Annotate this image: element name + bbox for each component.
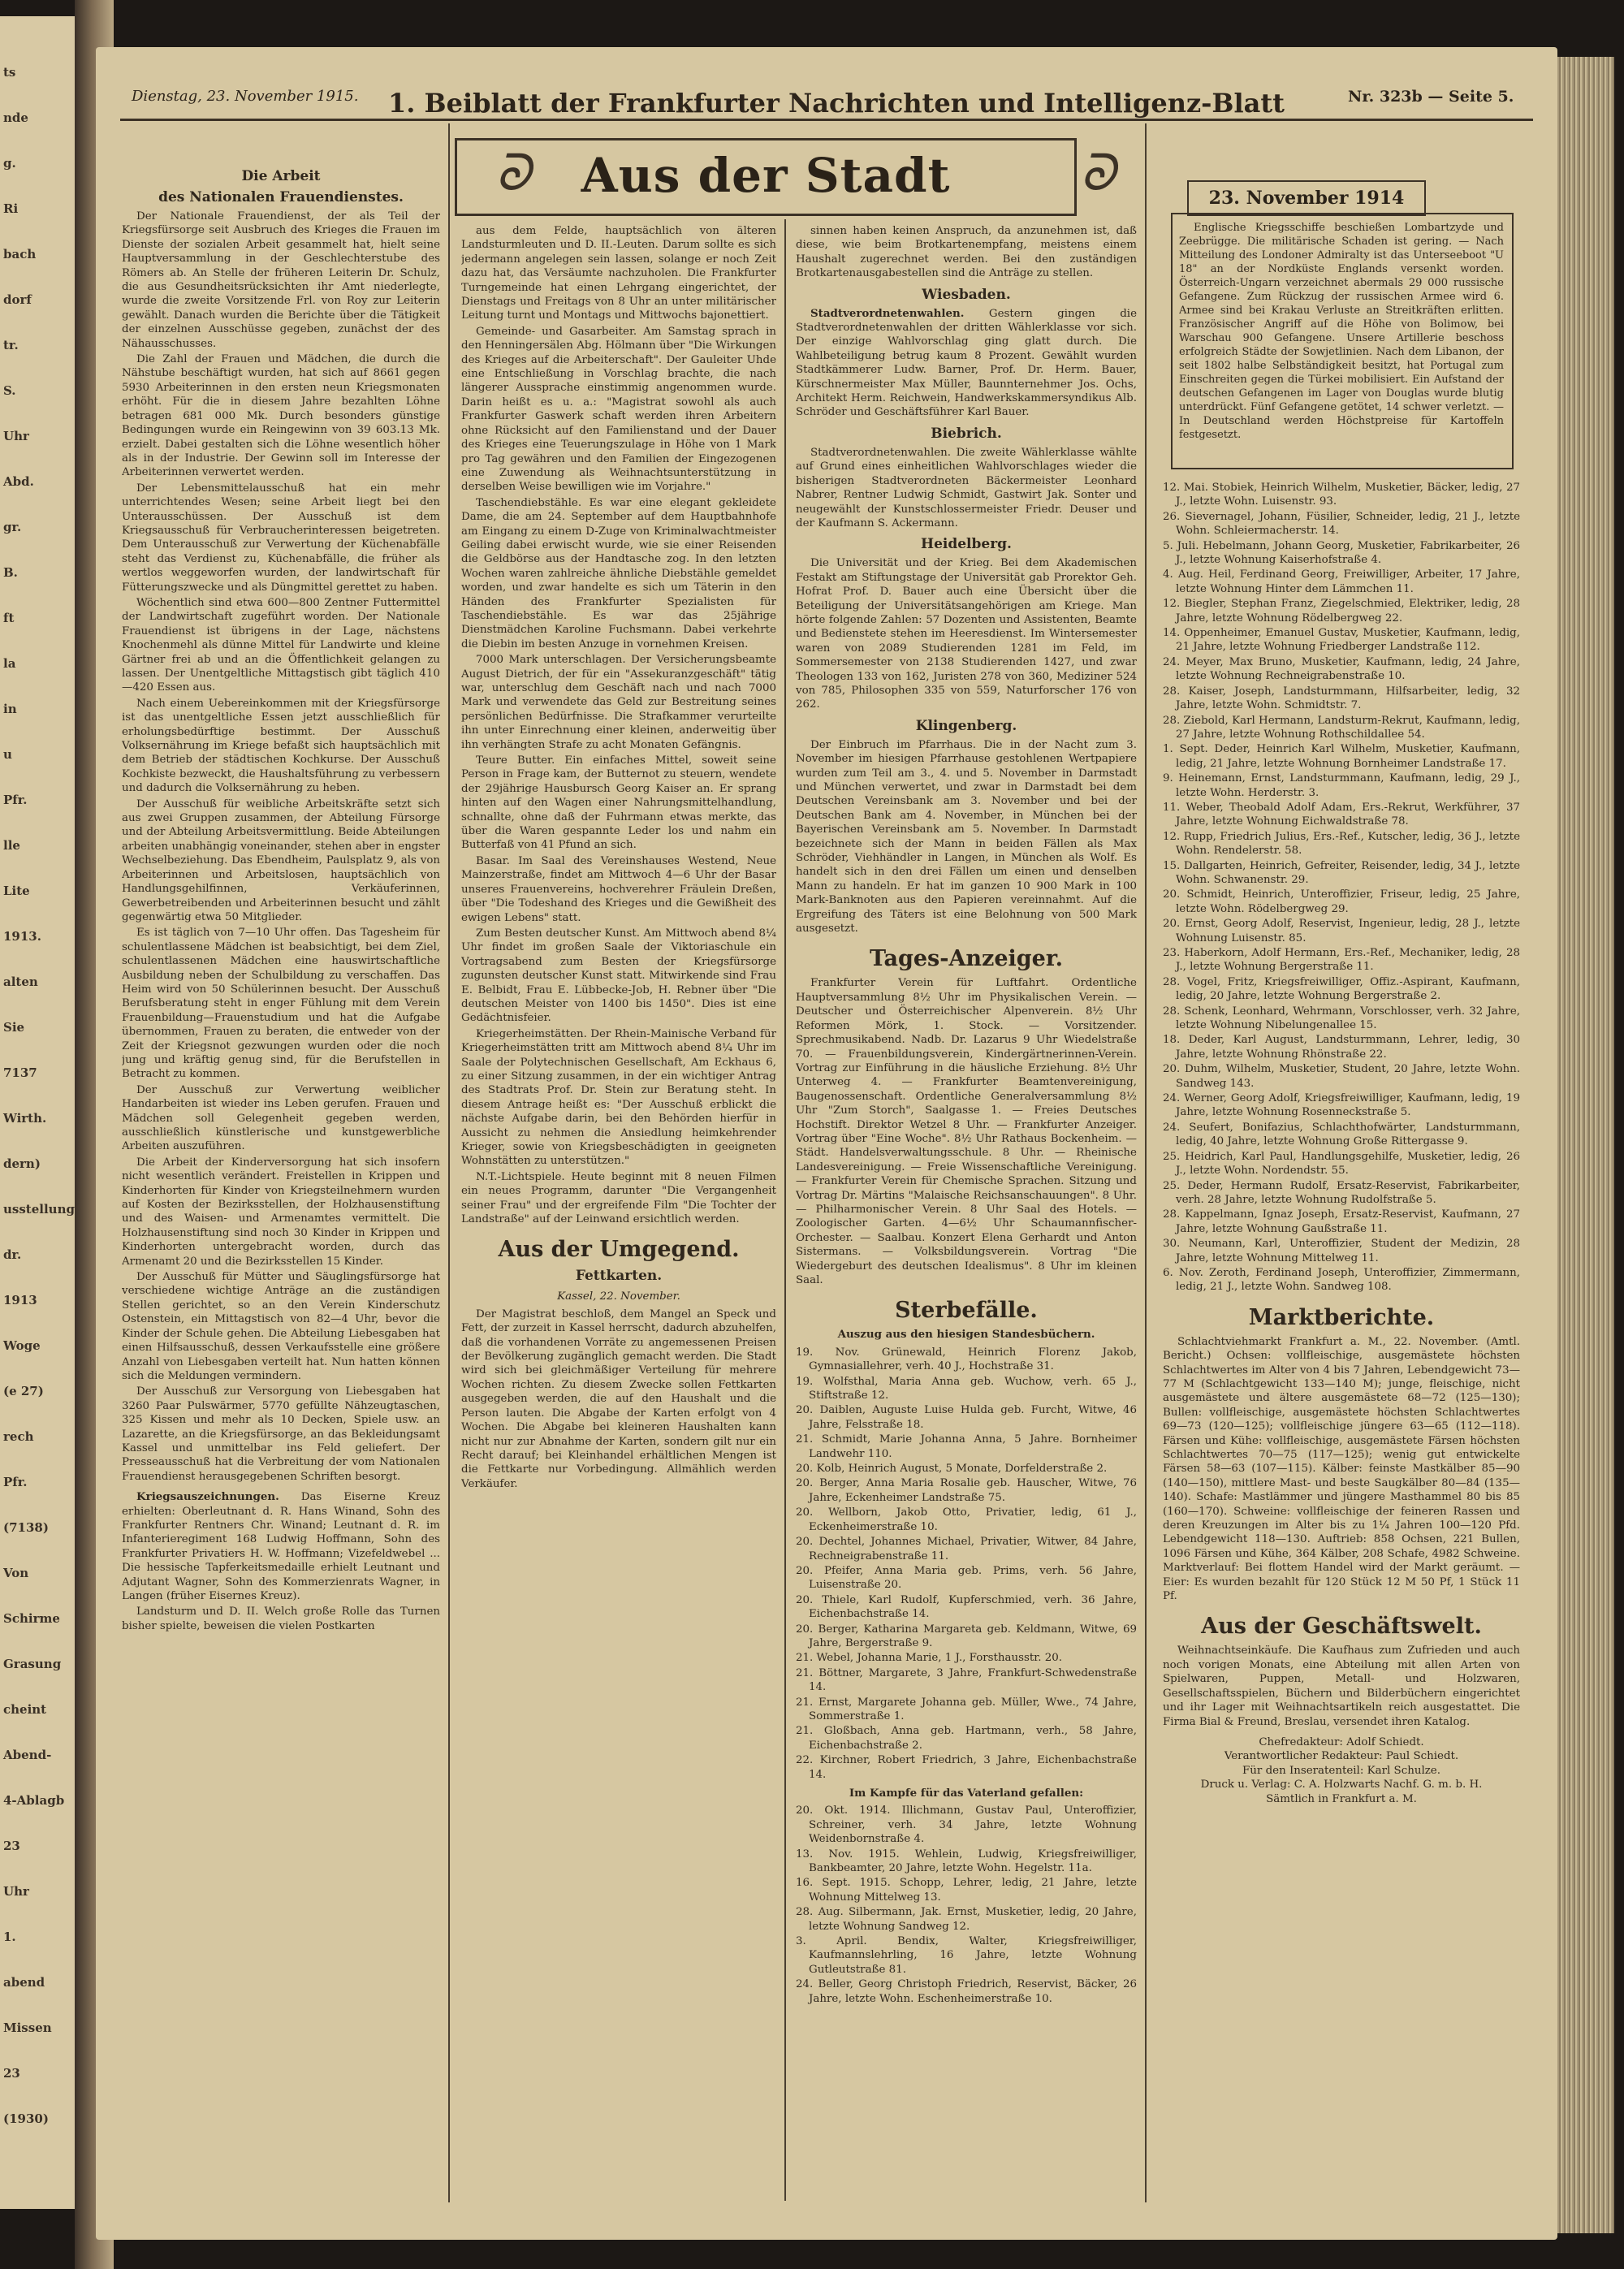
death-entry: 20. Dechtel, Johannes Michael, Privatier, Witwer, 84 Jahre, Rechneigrabenstraße 11. (796, 1536, 1137, 1562)
left-page-text-fragment: ft (3, 611, 15, 625)
tages-anzeiger-title: Tages-Anzeiger. (869, 946, 1064, 972)
kassel-dateline: Kassel, 22. November. (557, 1290, 680, 1303)
article-heading: des Nationalen Frauendienstes. (158, 189, 404, 205)
column-3-intro: sinnen haben keinen Anspruch, da anzunehmen ist, daß diese, wie beim Brotkartenempfang, meistens einem Haushalt zugerechnet werden. Bei den zuständigen Brotkartenausgabestellen sind die Anträge zu stellen. (796, 225, 1137, 280)
fallen-entry: 28. Aug. Silbermann, Jak. Ernst, Musketier, ledig, 20 Jahre, letzte Wohnung Sandweg 12. (796, 1906, 1137, 1933)
column-3 (796, 224, 1137, 2189)
left-page-text-fragment: dr. (3, 1247, 22, 1262)
column-rule-1 (448, 123, 450, 2202)
death-entry: 19. Wolfsthal, Maria Anna geb. Wuchow, verh. 65 J., Stiftstraße 12. (796, 1375, 1137, 1402)
fallen-entry: 6. Nov. Zeroth, Ferdinand Joseph, Unteroffizier, Zimmermann, ledig, 21 J., letzte Wohn. Sandweg 108. (1163, 1266, 1520, 1294)
left-page-text-fragment: 4-Ablagb (3, 1793, 65, 1808)
left-page-text-fragment: Uhr (3, 1884, 29, 1899)
death-entry: 21. Böttner, Margarete, 3 Jahre, Frankfurt-Schwedenstraße 14. (796, 1666, 1137, 1694)
heidelberg-text: Die Universität und der Krieg. Bei dem Akademischen Festakt am Stiftungstage der Universität gab Prorektor Geh. Hofrat Prof. D. Bauer auch eine Übersicht über die Beteiligung der Universitätsangehörigen am Kriege. Man hörte folgende Zahlen: 57 Dozenten und Assistenten, Beamte und Bedienstete stehen im Heeresdienst. Im Wintersemester waren von 2089 Studierenden 1281 im Feld, im Sommersemester von 2138 Studierenden 1427, und zwar Theologen 133 von 162, Juristen 278 von 360, Mediziner 524 von 785, Philosophen 335 von 559, Naturforscher 176 von 262. (796, 557, 1137, 711)
left-page-text-fragment: Von (3, 1566, 29, 1580)
fallen-entry: 20. Duhm, Wilhelm, Musketier, Student, 20 Jahre, letzte Wohn. Sandweg 143. (1163, 1063, 1520, 1090)
death-entry: 20. Berger, Katharina Margareta geb. Keldmann, Witwe, 69 Jahre, Bergerstraße 9. (796, 1623, 1137, 1649)
sterbefaelle-title: Sterbefälle. (895, 1298, 1038, 1324)
kriegsauszeichnungen-title: Kriegsauszeichnungen. (136, 1490, 279, 1504)
left-page-text-fragment: 23 (3, 1839, 20, 1853)
left-page-text-fragment: in (3, 702, 17, 716)
klingenberg-title: Klingenberg. (915, 717, 1017, 734)
left-page-text-fragment: nde (3, 110, 28, 125)
left-page-text-fragment: ts (3, 65, 16, 80)
left-page-fragment (0, 16, 75, 2209)
fallen-entry: 28. Ziebold, Karl Hermann, Landsturm-Rekrut, Kaufmann, ledig, 27 Jahre, letzte Wohnung Rothschildallee 54. (1163, 714, 1520, 741)
left-page-text-fragment: Abd. (3, 474, 34, 489)
left-page-text-fragment: (1930) (3, 2111, 49, 2126)
article-paragraph: Es ist täglich von 7—10 Uhr offen. Das Tagesheim für schulentlassene Mädchen ist beabsichtigt, bei dem Ziel, schulentlassenen Mädchen eine hauswirtschaftliche Ausbildung neben der Schulbildung zu verschaffen. Das Heim wird von 50 Schülerinnen besucht. Der Ausschuß Berufsberatung steht in enger Fühlung mit dem Verein Frauenbildung—Frauenstudium und hat die Aufgabe übernommen, Frauen zu beraten, die entweder von der Zeit der Kriegsnot gezwungen wurden oder die noch jung und kräftig genug sind, für die Berufstellen in Betracht zu kommen. (122, 927, 440, 1081)
article-paragraph: Der Nationale Frauendienst, der als Teil der Kriegsfürsorge seit Ausbruch des Krieges die Frauen im Dienste der sozialen Arbeit gesammelt hat, hielt seine Hauptversammlung in der Geschlechterstube des Römers ab. An Stelle der früheren Leiterin Dr. Schulz, die aus Gesundheitsrücksichten ihr Amt niederlegte, wurde die zweite Vorsitzende Frl. von Roy zur Leiterin gewählt. Danach wurden die Berichte über die Tätigkeit der einzelnen Ausschüsse gegeben, zunächst der des Nähausschusses. (122, 210, 440, 350)
article-paragraph: Der Ausschuß für Mütter und Säuglingsfürsorge hat verschiedene wichtige Anträge an die zuständigen Stellen gerichtet, so an den Verein Kinderschutz Ostenstein, ein Mittagstisch von 82—4 Uhr, bevor die Kinder der Schule gehen. Die Abteilung Liebesgaben hat einen Hilfsausschuß, dessen Verkaufsstelle eine größere Anzahl von Liebesgaben verteilt hat. Nun hatten können sich die Meldungen vermindern. (122, 1271, 440, 1382)
news-paragraph: Zum Besten deutscher Kunst. Am Mittwoch abend 8¼ Uhr findet im großen Saale der Viktoriaschule ein Vortragsabend zum Besten der Kriegsfürsorge zugunsten deutscher Kunst statt. Mitwirkende sind Frau E. Belbidt, Frau E. Lübbecke-Job, H. Rebner über "Die deutschen Meister von 1400 bis 1450". Dies ist eine Gedächtnisfeier. (461, 927, 776, 1025)
article-paragraph: Nach einem Uebereinkommen mit der Kriegsfürsorge ist das unentgeltliche Essen jetzt ausschließlich für erholungsbedürftige bestimmt. Der Ausschuß Volksernährung im Kriege befaßt sich hauptsächlich mit dem Betrieb der städtischen Kochkurse. Der Ausschuß Kochkiste bezweckt, die Haushaltsführung zu verbessern und dadurch die Volksernährung zu heben. (122, 697, 440, 795)
news-paragraph: Kriegerheimstätten. Der Rhein-Mainische Verband für Kriegerheimstätten tritt am Mittwoch abend 8¼ Uhr im Saale der Polytechnischen Gesellschaft, Am Eckhaus 6, zu einer Sitzung zusammen, in der ein wichtiger Antrag des Stadtrats Prof. Dr. Stein zur Beratung steht. In diesem Antrage heißt es: "Der Ausschuß erblickt die nächste Aufgabe darin, bei den Behörden hierfür in Aussicht zu nehmen die Ansiedlung heimkehrender Krieger, sowie von Kriegsbeschädigten in geeigneten Wohnstätten zu unterstützen." (461, 1027, 776, 1168)
fallen-entry: 16. Sept. 1915. Schopp, Lehrer, ledig, 21 Jahre, letzte Wohnung Mittelweg 13. (796, 1877, 1137, 1904)
fallen-entry: 23. Haberkorn, Adolf Hermann, Ers.-Ref., Mechaniker, ledig, 28 J., letzte Wohnung Bergerstraße 11. (1163, 947, 1520, 974)
death-entry: 20. Kolb, Heinrich August, 5 Monate, Dorfelderstraße 2. (796, 1463, 1108, 1476)
fallen-entry: 15. Dallgarten, Heinrich, Gefreiter, Reisender, ledig, 34 J., letzte Wohn. Schwanenstr. 29. (1163, 859, 1520, 886)
left-page-text-fragment: Missen (3, 2020, 52, 2035)
running-head-date: Dienstag, 23. November 1915. (132, 88, 359, 105)
death-entry: 21. Schmidt, Marie Johanna Anna, 5 Jahre. Bornheimer Landwehr 110. (796, 1433, 1137, 1460)
left-page-text-fragment: B. (3, 565, 18, 580)
article-paragraph: Der Ausschuß zur Verwertung weiblicher Handarbeiten ist wieder ins Leben gerufen. Frauen und Mädchen soll Gelegenheit gegeben werden, ausschließlich künstlerische und kunstgewerbliche Arbeiten auszuführen. (122, 1083, 440, 1153)
heidelberg-title: Heidelberg. (921, 536, 1012, 553)
death-entry: 20. Thiele, Karl Rudolf, Kupferschmied, verh. 36 Jahre, Eichenbachstraße 14. (796, 1593, 1137, 1621)
left-page-text-fragment: Uhr (3, 429, 29, 443)
left-page-text-fragment: dern) (3, 1156, 41, 1171)
column-rule-2 (784, 219, 786, 2201)
death-entry: 20. Wellborn, Jakob Otto, Privatier, ledig, 61 J., Eckenheimerstraße 10. (796, 1506, 1137, 1533)
left-page-text-fragment: Woge (3, 1338, 41, 1353)
fallen-entry: 25. Heidrich, Karl Paul, Handlungsgehilfe, Musketier, ledig, 26 J., letzte Wohn. Nordendstr. 55. (1163, 1150, 1520, 1178)
left-page-text-fragment: rech (3, 1429, 34, 1444)
war-chronicle-text (1179, 221, 1504, 465)
left-page-text-fragment: cheint (3, 1702, 47, 1717)
fallen-entry: 20. Ernst, Georg Adolf, Reservist, Ingenieur, ledig, 28 J., letzte Wohnung Luisenstr. 85. (1163, 918, 1520, 944)
news-paragraph: 7000 Mark unterschlagen. Der Versicherungsbeamte August Dietrich, der für ein "Assekuranzgeschäft" tätig war, unterschlug dem Geschäft nach und nach 7000 Mark und verwendete das Geld zur Bestreitung seines persönlichen Bedürfnisse. Die Strafkammer verurteilte ihn unter Einrechnung einer kleinen, anderweitig über ihn verhängten Strafe zu acht Monaten Gefängnis. (461, 654, 776, 751)
death-entry: 22. Kirchner, Robert Friedrich, 3 Jahre, Eichenbachstraße 14. (796, 1754, 1137, 1781)
running-head-title: 1. Beiblatt der Frankfurter Nachrichten und Intelligenz-Blatt (388, 88, 1285, 119)
left-page-text-fragment: dorf (3, 292, 32, 307)
death-entry: 21. Gloßbach, Anna geb. Hartmann, verh., 58 Jahre, Eichenbachstraße 2. (796, 1725, 1137, 1752)
fallen-entry: 26. Sievernagel, Johann, Füsilier, Schneider, ledig, 21 J., letzte Wohn. Schleiermacherstr. 14. (1163, 510, 1520, 538)
death-notices (796, 1346, 1137, 1782)
fettkarten-title: Fettkarten. (575, 1268, 663, 1285)
left-page-text-fragment: lle (3, 838, 20, 853)
article-paragraph: Die Zahl der Frauen und Mädchen, die durch die Nähstube beschäftigt wurden, hat sich auf 8661 gegen 5930 Arbeiterinnen in den ersten neun Kriegsmonaten erhöht. Für die in diesem Jahre bezahlten Löhne betragen 681 000 Mk. Durch besonders günstige Bedingungen wurde ein Reingewinn von 39 603.13 Mk. erzielt. Dabei gestalten sich die Löhne wesentlich höher als in der Industrie. Der Gewinn soll im Interesse der Arbeiterinnen verwertet werden. (122, 353, 440, 479)
article-paragraph: Wöchentlich sind etwa 600—800 Zentner Futtermittel der Landwirtschaft zugeführt worden. Der Nationale Frauendienst ist übrigens in der Lage, nächstens Knochenmehl als dünne Mittel für Landwirte und kleine Gärtner frei ab und an die Öffentlichkeit gelangen zu lassen. Der Unentgeltliche Mittagstisch gibt täglich 410—420 Essen aus. (122, 596, 440, 694)
kampf-subtitle: Im Kampfe für das Vaterland gefallen: (849, 1787, 1084, 1800)
article-kicker: Die Arbeit (241, 168, 321, 184)
left-page-text-fragment: abend (3, 1975, 45, 1990)
flourish-ornament-icon: ᘐ (1080, 143, 1116, 202)
biebrich-title: Biebrich. (931, 425, 1002, 442)
fallen-entry: 12. Rupp, Friedrich Julius, Ers.-Ref., Kutscher, ledig, 36 J., letzte Wohn. Rendelerstr. 58. (1163, 830, 1520, 858)
head-rule (120, 119, 1533, 121)
fallen-entry: 24. Werner, Georg Adolf, Kriegsfreiwilliger, Kaufmann, ledig, 19 Jahre, letzte Wohnung Rosenneckstraße 5. (1163, 1092, 1520, 1119)
article-paragraph: Die Arbeit der Kinderversorgung hat sich insofern nicht wesentlich verändert. Freistellen in Krippen und Kinderhorten für Kinder von Kriegsteilnehmern wurden auf Kosten der Bezirksstellen, der Holzhausenstiftung und des Waisen- und Armenamtes vermittelt. Die Holzhausenstiftung sind noch 30 Kinder in Krippen und Kinderhorten untergebracht worden, durch das Armenamt 20 und die Bezirksstellen 15 Kinder. (122, 1156, 440, 1268)
tages-anzeiger-text: Frankfurter Verein für Luftfahrt. Ordentliche Hauptversammlung 8½ Uhr im Physikalischen Verein. — Deutscher und Österreichischer Alpenverein. 8½ Uhr Reformen Mörk, 1. Stock. — Vorsitzender. Sprechmusikabend. Nadb. Dr. Lazarus 9 Uhr Wiedelstraße 70. — Frauenbildungsverein, Kindergärtnerinnen-Verein. Vortrag zur Einführung in die häusliche Erziehung. 8½ Uhr Unterweg 4. — Frankfurter Beamtenvereinigung, Baugenossenschaft. Ordentliche Generalversammlung 8½ Uhr "Zum Storch", Saalgasse 1. — Freies Deutsches Hochstift. Direktor Wetzel 8 Uhr. — Frankfurter Anzeiger. Vortrag über "Eine Woche". 8½ Uhr Rathaus Bockenheim. — Städt. Handelsverwaltungsschule. 8 Uhr. — Rheinische Landesvereinigung. — Freie Wissenschaftliche Vereinigung. — Frankfurter Verein für Chemische Sprachen. Sitzung und Vortrag Dr. Märtins "Malaische Reichsanschauungen". 8 Uhr. — Philharmonischer Verein. 8 Uhr Saal des Hotels. — Zoologischer Garten. 4—6½ Uhr Schaumannfischer-Orchester. — Saalbau. Konzert Elena Gerhardt und Anton Sistermans. — Volksbildungsverein. Vortrag "Die Wiedergeburt des deutschen Idealismus". 8 Uhr im kleinen Saal. (796, 977, 1137, 1286)
left-page-text-fragment: 1. (3, 1930, 16, 1944)
war-chronicle-paragraph: Englische Kriegsschiffe beschießen Lombartzyde und Zeebrügge. Die militärische Schaden ist gering. — Nach Mitteilung des Londoner Admiralty ist das Unterseeboot "U 18" an der Nordküste Englands versenkt worden. Österreich-Ungarn verzeichnet abermals 29 000 russische Gefangene. Zum Rückzug der russischen Armee wird 6. Armee sind bei Krakau Verluste an Streitkräften erlitten. Französischer Angriff auf die Höhe von Bolimow, bei Warschau 900 Gefangene. Unsere Artillerie beschoss erfolgreich Städte der Sowjetlinien. Nach dem Libanon, der seit 1802 halbe Selbständigkeit besitzt, hat Portugal zum Einschreiten gegen die Türkei mobilisiert. Ein Aufstand der deutschen Gefangenen im Lager von Douglas wurde blutig unterdrückt. Fünf Gefangene getötet, 14 schwer verletzt. — In Deutschland werden Höchstpreise für Kartoffeln festgesetzt. (1179, 222, 1504, 441)
local-news (461, 224, 776, 1226)
kassel-text: Der Magistrat beschloß, dem Mangel an Speck und Fett, der zurzeit in Kassel herrscht, dadurch abzuhelfen, daß die vorhandenen Vorräte zu angemessenen Preisen der Bevölkerung zugänglich gemacht werden. Die Stadt wird sich bei gleichmäßiger Verteilung für mehrere Wochen richten. Zu diesem Zwecke sollen Fettkarten ausgegeben werden, die auf den Haushalt und die Person lauten. Die Abgabe der Karten erfolgt von 4 Wochen. Die Abgabe bei kleineren Haushalten kann nicht nur zur Abnahme der Karten, sondern gilt nur ein Recht darauf; bei Kleinhandel erhältlichen Mengen ist die Fettkarte nur Vorbedingung. Allmählich werden Verkäufer. (461, 1307, 776, 1490)
news-paragraph: Gemeinde- und Gasarbeiter. Am Samstag sprach in den Henningersälen Abg. Hölmann über "Die Wirkungen des Krieges auf die Arbeiterschaft". Der Gauleiter Uhde eine Entschließung in Vorschlag brachte, die nach längerer Aussprache einstimmig angenommen wurde. Darin heißt es u. a.: "Magistrat sowohl als auch Frankfurter Gaswerk schaft werden ihren Arbeitern ohne Rücksicht auf den Familienstand und der Dauer des Krieges eine Teuerungszulage in Höhe von 1 Mark pro Tag gewähren und den Familien der Eingezogenen eine Zuwendung als Weihnachtsunterstützung in derselben Weise bewilligen wie im Vorjahre." (461, 325, 776, 494)
column-4 (1163, 481, 1520, 2186)
left-page-text-fragment: usstellung (3, 1202, 75, 1217)
fallen-entry: 28. Schenk, Leonhard, Wehrmann, Vorschlosser, verh. 32 Jahre, letzte Wohnung Nibelungenallee 15. (1163, 1005, 1520, 1032)
geschaeftswelt-title: Aus der Geschäftswelt. (1201, 1614, 1482, 1640)
date-box: 23. November 1914 (1187, 180, 1426, 216)
imprint-line: Druck u. Verlag: C. A. Holzwarts Nachf. G. m. b. H. (1200, 1778, 1483, 1791)
fallen-entry: 14. Oppenheimer, Emanuel Gustav, Musketier, Kaufmann, ledig, 21 Jahre, letzte Wohnung Friedberger Landstraße 112. (1163, 627, 1520, 654)
left-page-text-fragment: bach (3, 247, 37, 261)
death-entry: 21. Webel, Johanna Marie, 1 J., Forsthausstr. 20. (796, 1652, 1063, 1665)
fallen-entry: 12. Mai. Stobiek, Heinrich Wilhelm, Musketier, Bäcker, ledig, 27 J., letzte Wohn. Luisenstr. 93. (1163, 482, 1520, 508)
sterbefaelle-subtitle: Auszug aus den hiesigen Standesbüchern. (837, 1328, 1095, 1342)
left-page-text-fragment: Pfr. (3, 793, 28, 807)
left-page-text-fragment: Schirme (3, 1611, 60, 1626)
fallen-soldiers-continued (1163, 481, 1520, 1294)
left-page-text-fragment: 23 (3, 2066, 20, 2081)
geschaeftswelt-text: Weihnachtseinkäufe. Die Kaufhaus zum Zufrieden und auch noch vorigen Monats, eine Abteilung mit allen Arten von Spielwaren, Puppen, Metall- und Holzwaren, Gesellschaftsspielen, Büchern und Bilderbüchern eingerichtet und ihr Lager mit Weihnachtsartikeln reich ausgestattet. Die Firma Bial & Freund, Breslau, versendet ihren Katalog. (1163, 1644, 1520, 1728)
left-page-text-fragment: Lite (3, 884, 30, 898)
left-page-text-fragment: Sie (3, 1020, 25, 1035)
left-page-text-fragment: gr. (3, 520, 22, 534)
landsturm-text: Landsturm und D. II. Welch große Rolle das Turnen bisher spielte, beweisen die vielen Postkarten (122, 1606, 440, 1632)
marktberichte-text: Schlachtviehmarkt Frankfurt a. M., 22. November. (Amtl. Bericht.) Ochsen: vollfleischige, ausgemästete höchsten Schlachtwertes im Alter von 4 bis 7 Jahren, Lebendgewicht 73—77 M (Schlachtgewicht 133—140 M); junge, fleischige, nicht ausgemästete und ältere ausgemästete 68—72 (125—130); Bullen: vollfleischige, ausgemästete höchsten Schlachtwertes 69—73 (120—125); vollfleischige jüngere 63—65 (112—118). Färsen und Kühe: vollfleischige, ausgemästete Färsen höchsten Schlachtwertes 70—75 (117—125); wenig gut entwickelte Färsen 58—63 (107—115). Kälber: feinste Mastkälber 85—90 (140—150), mittlere Mast- und beste Saugkälber 80—84 (135—140). Schafe: Mastlämmer und jüngere Masthammel 80 bis 85 (160—170). Schweine: vollfleischige der feineren Rassen und deren Kreuzungen im Alter bis zu 1¼ Jahren 100—120 Pfd. Lebendgewicht 118—130. Auftrieb: 858 Ochsen, 221 Bullen, 1096 Färsen und Kühe, 364 Kälber, 208 Schafe, 4982 Schweine. Marktverlauf: Bei flottem Handel wird der Markt geräumt. — Eier: Es wurden bezahlt für 120 Stück 12 M 50 Pf, 1 Stück 11 Pf. (1163, 1335, 1520, 1603)
fallen-entry: 28. Vogel, Fritz, Kriegsfreiwilliger, Offiz.-Aspirant, Kaufmann, ledig, 20 Jahre, letzte Wohnung Bergerstraße 2. (1163, 975, 1520, 1003)
imprint-line: Für den Inseratenteil: Karl Schulze. (1242, 1764, 1440, 1777)
column-2 (461, 224, 776, 2189)
imprint-line: Sämtlich in Frankfurt a. M. (1266, 1792, 1417, 1805)
article-body (122, 210, 440, 1484)
biebrich-text: Stadtverordnetenwahlen. Die zweite Wählerklasse wählte auf Grund eines einheitlichen Wahlvorschlages wieder die bisherigen Stadtverordneten Bäckermeister Leonhard Nabrer, Rentner Ludwig Schmidt, Gastwirt Jak. Sonter und neugewählt der Kunstschlossermeister Friedr. Deuser und der Kaufmann S. Ackermann. (796, 446, 1137, 529)
umgegend-title: Aus der Umgegend. (498, 1237, 740, 1263)
fallen-entry: 5. Juli. Hebelmann, Johann Georg, Musketier, Fabrikarbeiter, 26 J., letzte Wohnung Kaiserhofstraße 4. (1163, 539, 1520, 567)
wiesbaden-text: Gestern gingen die Stadtverordnetenwahlen der dritten Wählerklasse vor sich. Der einzige Wahlvorschlag ging glatt durch. Die Wahlbeteiligung betrug kaum 8 Prozent. Gewählt wurden Stadtkämmerer Ludw. Barner, Prof. Dr. Herm. Bauer, Kürschnermeister Max Müller, Baunnternehmer Jos. Ochs, Architekt Herm. Reichwein, Handwerkskammersyndikus Alb. Schröder und Geschäftsführer Karl Bauer. (796, 307, 1137, 419)
left-page-text-fragment: la (3, 656, 16, 671)
death-entry: 19. Nov. Grünewald, Heinrich Florenz Jakob, Gymnasiallehrer, verh. 40 J., Hochstraße 31. (796, 1346, 1137, 1373)
imprint-line: Verantwortlicher Redakteur: Paul Schiedt. (1224, 1750, 1459, 1763)
left-page-text-fragment: alten (3, 975, 38, 989)
fallen-entry: 28. Kappelmann, Ignaz Joseph, Ersatz-Reservist, Kaufmann, 27 Jahre, letzte Wohnung Gaußstraße 11. (1163, 1208, 1520, 1235)
marktberichte-title: Marktberichte. (1248, 1304, 1435, 1330)
news-paragraph: Taschendiebstähle. Es war eine elegant gekleidete Dame, die am 24. September auf dem Hauptbahnhofe am Eingang zu einem D-Zuge von Kriminalwachtmeister Geiling dabei erwischt wurde, wie sie einer Reisenden die Geldbörse aus der Handtasche zog. In den letzten Wochen waren zahlreiche ähnliche Diebstähle gemeldet worden, und zwar handelte es sich um Täterin in den Händen des Frankfurter Spezialisten für Taschendiebstähle. Es war das 25jährige Dienstmädchen Karoline Fuchsmann. Dabei verkehrte die Diebin im besten Anzuge in vornehmen Kreisen. (461, 496, 776, 650)
fallen-entry: 25. Deder, Hermann Rudolf, Ersatz-Reservist, Fabrikarbeiter, verh. 28 Jahre, letzte Wohnung Rudolfstraße 5. (1163, 1179, 1520, 1206)
fallen-entry: 4. Aug. Heil, Ferdinand Georg, Freiwilliger, Arbeiter, 17 Jahre, letzte Wohnung Hinter dem Lämmchen 11. (1163, 568, 1520, 595)
left-page-text-fragment: (e 27) (3, 1384, 44, 1398)
wiesbaden-title: Wiesbaden. (922, 286, 1011, 303)
left-page-text-fragment: 1913. (3, 929, 41, 944)
news-paragraph: Basar. Im Saal des Vereinshauses Westend, Neue Mainzerstraße, findet am Mittwoch 4—6 Uhr der Basar unseres Frauenvereins, hochverehrer Fräulein Dreßen, über "Die Todeshand des Krieges und die Gewißheit des ewigen Lebens" statt. (461, 854, 776, 924)
left-page-text-fragment: Wirth. (3, 1111, 47, 1126)
death-entry: 21. Ernst, Margarete Johanna geb. Müller, Wwe., 74 Jahre, Sommerstraße 1. (796, 1696, 1137, 1722)
kriegsauszeichnungen-text: Das Eiserne Kreuz erhielten: Oberleutnant d. R. Hans Winand, Sohn des Frankfurter Rentners Chr. Winand; Leutnant d. R. im Infanterieregiment 168 Ludwig Hoffmann, Sohn des Frankfurter Privatiers H. W. Hoffmann; Vizefeldwebel ... Die hessische Tapferkeitsmedaille erhielt Leutnant und Adjutant Wagner, Sohn des Kommerzienrats Wagner, in Langen (früher Eisernes Kreuz). (122, 1491, 440, 1602)
left-page-text-fragment: Pfr. (3, 1475, 28, 1489)
imprint (1163, 1735, 1520, 1806)
left-page-text-fragment: Ri (3, 201, 19, 216)
klingenberg-text: Der Einbruch im Pfarrhaus. Die in der Nacht zum 3. November im hiesigen Pfarrhause gestohlenen Wertpapiere wurden zum Teil am 3., 4. und 5. November in Darmstadt und München verwertet, und zwar in Darmstadt bei dem Deutschen Vereinsbank am 3. November und bei der Deutschen Bank am 4. November, in München bei der Bayerischen Vereinsbank am 5. November. In Darmstadt bezeichnete sich der Mann in beiden Fällen als Max Schröder, Viehhändler in Langen, in München als Wolf. Es handelt sich in den drei Fällen um einen und denselben Mann zu handeln. Er hat im ganzen 10 900 Mark in 100 Mark-Banknoten aus den Papieren vereinnahmt. Auf die Ergreifung des Täters ist eine Belohnung von 500 Mark ausgesetzt. (796, 738, 1137, 936)
running-head-number: Nr. 323b — Seite 5. (1348, 88, 1514, 106)
column-1 (122, 162, 440, 2176)
fallen-entry: 28. Kaiser, Joseph, Landsturmmann, Hilfsarbeiter, ledig, 32 Jahre, letzte Wohn. Schmidtstr. 7. (1163, 685, 1520, 712)
news-paragraph: aus dem Felde, hauptsächlich von älteren Landsturmleuten und D. II.-Leuten. Darum sollte es sich jedermann angelegen sein lassen, solange er noch Zeit dazu hat, das Versäumte nachzuholen. Die Frankfurter Turngemeinde hat einen Lehrgang eingerichtet, der Dienstags und Freitags von 8 Uhr an unter militärischer Leitung turnt und Montags und Mittwochs bajonettiert. (461, 225, 776, 322)
death-entry: 20. Daiblen, Auguste Luise Hulda geb. Furcht, Witwe, 46 Jahre, Felsstraße 18. (796, 1404, 1137, 1431)
flourish-ornament-icon: ᘐ (495, 143, 531, 202)
section-title: Aus der Stadt (581, 148, 951, 203)
left-page-text-fragment: Abend- (3, 1748, 52, 1762)
fallen-entry: 1. Sept. Deder, Heinrich Karl Wilhelm, Musketier, Kaufmann, ledig, 21 Jahre, letzte Wohnung Bornheimer Landstraße 17. (1163, 743, 1520, 770)
fallen-entry: 11. Weber, Theobald Adolf Adam, Ers.-Rekrut, Werkführer, 37 Jahre, letzte Wohnung Eichwaldstraße 78. (1163, 801, 1520, 828)
fallen-entry: 18. Deder, Karl August, Landsturmmann, Lehrer, ledig, 30 Jahre, letzte Wohnung Rhönstraße 22. (1163, 1034, 1520, 1061)
fallen-entry: 24. Seufert, Bonifazius, Schlachthofwärter, Landsturmmann, ledig, 40 Jahre, letzte Wohnung Große Rittergasse 9. (1163, 1121, 1520, 1148)
news-paragraph: Teure Butter. Ein einfaches Mittel, soweit seine Person in Frage kam, der Butternot zu steuern, wendete der 29jährige Hausbursch Georg Kaiser an. Er sprang hinten auf den Wagen einer Nahrungsmittelhandlung, schnallte, ohne daß der Fuhrmann etwas merkte, das über die Waren gespannte Leder los und nahm ein Butterfaß von 41 Pfund an sich. (461, 754, 776, 852)
fallen-entry: 9. Heinemann, Ernst, Landsturmmann, Kaufmann, ledig, 29 J., letzte Wohn. Herderstr. 3. (1163, 772, 1520, 799)
news-paragraph: N.T.-Lichtspiele. Heute beginnt mit 8 neuen Filmen ein neues Programm, darunter "Die Vergangenheit seiner Frau" und der ergreifende Film "Die Tochter der Landstraße" auf der Leinwand ersichtlich werden. (461, 1170, 776, 1226)
left-page-text-fragment: g. (3, 156, 16, 171)
fallen-soldiers (796, 1804, 1137, 2006)
fallen-entry: 12. Biegler, Stephan Franz, Ziegelschmied, Elektriker, ledig, 28 Jahre, letzte Wohnung Rödelbergweg 22. (1163, 598, 1520, 625)
fallen-entry: 20. Schmidt, Heinrich, Unteroffizier, Friseur, ledig, 25 Jahre, letzte Wohn. Rödelbergweg 29. (1163, 888, 1520, 915)
page-edges (1557, 57, 1614, 2233)
wiesbaden-subtitle: Stadtverordnetenwahlen. (810, 306, 965, 320)
fallen-entry: 24. Meyer, Max Bruno, Musketier, Kaufmann, ledig, 24 Jahre, letzte Wohnung Rechneigrabenstraße 10. (1163, 655, 1520, 683)
article-paragraph: Der Lebensmittelausschuß hat ein mehr unterrichtendes Wesen; seine Arbeit liegt bei den Unterausschüssen. Der Ausschuß ist dem Kriegsausschuß für Verbraucherinteressen beigetreten. Dem Unterausschuß zur Verwertung der Küchenabfälle steht das Verdienst zu, Küchenabfälle, die früher als wertlos weggeworfen wurden, der landwirtschaft für Fütterungszwecke und als Düngmittel gerettet zu haben. (122, 482, 440, 594)
fallen-entry: 13. Nov. 1915. Wehlein, Ludwig, Kriegsfreiwilliger, Bankbeamter, 20 Jahre, letzte Wohn. Hegelstr. 11a. (796, 1848, 1137, 1875)
fallen-entry: 20. Okt. 1914. Illichmann, Gustav Paul, Unteroffizier, Schreiner, verh. 34 Jahre, letzte Wohnung Weidenbornstraße 4. (796, 1804, 1137, 1846)
article-paragraph: Der Ausschuß zur Versorgung von Liebesgaben hat 3260 Paar Pulswärmer, 5770 gefüllte Nähzeugtaschen, 325 Kissen und mehr als 10 Decken, Spiele usw. an Lazarette, an die Kriegsfürsorge, an das Bekleidungsamt Kassel und unmittelbar ins Feld geliefert. Der Presseausschuß hat die Verbreitung der vom Nationalen Frauendienst herausgegebenen Schriften besorgt. (122, 1385, 440, 1483)
section-masthead (455, 138, 1077, 216)
fallen-entry: 3. April. Bendix, Walter, Kriegsfreiwilliger, Kaufmannslehrling, 16 Jahre, letzte Wohnung Gutleutstraße 81. (796, 1935, 1137, 1976)
left-page-text-fragment: S. (3, 383, 16, 398)
left-page-text-fragment: tr. (3, 338, 19, 352)
imprint-line: Chefredakteur: Adolf Schiedt. (1259, 1735, 1424, 1748)
fallen-entry: 30. Neumann, Karl, Unteroffizier, Student der Medizin, 28 Jahre, letzte Wohnung Mittelweg 11. (1163, 1238, 1520, 1264)
left-page-text-fragment: (7138) (3, 1520, 49, 1535)
left-page-text-fragment: Grasung (3, 1657, 62, 1671)
death-entry: 20. Berger, Anna Maria Rosalie geb. Hauscher, Witwe, 76 Jahre, Eckenheimer Landstraße 75. (796, 1477, 1137, 1504)
left-page-text-fragment: u (3, 747, 12, 762)
left-page-text-fragment: 7137 (3, 1065, 37, 1080)
left-page-text-fragment: 1913 (3, 1293, 37, 1307)
fallen-entry: 24. Beller, Georg Christoph Friedrich, Reservist, Bäcker, 26 Jahre, letzte Wohn. Eschenheimerstraße 10. (796, 1978, 1137, 2005)
death-entry: 20. Pfeifer, Anna Maria geb. Prims, verh. 56 Jahre, Luisenstraße 20. (796, 1564, 1137, 1592)
column-rule-3 (1145, 123, 1147, 2202)
article-paragraph: Der Ausschuß für weibliche Arbeitskräfte setzt sich aus zwei Gruppen zusammen, der Abteilung Fürsorge und der Abteilung Arbeitsvermittlung. Beide Abteilungen arbeiten unabhängig voneinander, stehen aber in engster Wechselbeziehung. Das Ebendheim, Paulsplatz 9, als von Arbeiterinnen und Arbeitslosen, hauptsächlich von Handlungsgehilfinnen, Verkäuferinnen, Gewerbetreibenden und Arbeiterinnen besucht und zählt gegenwärtig etwa 50 Mitglieder. (122, 797, 440, 923)
